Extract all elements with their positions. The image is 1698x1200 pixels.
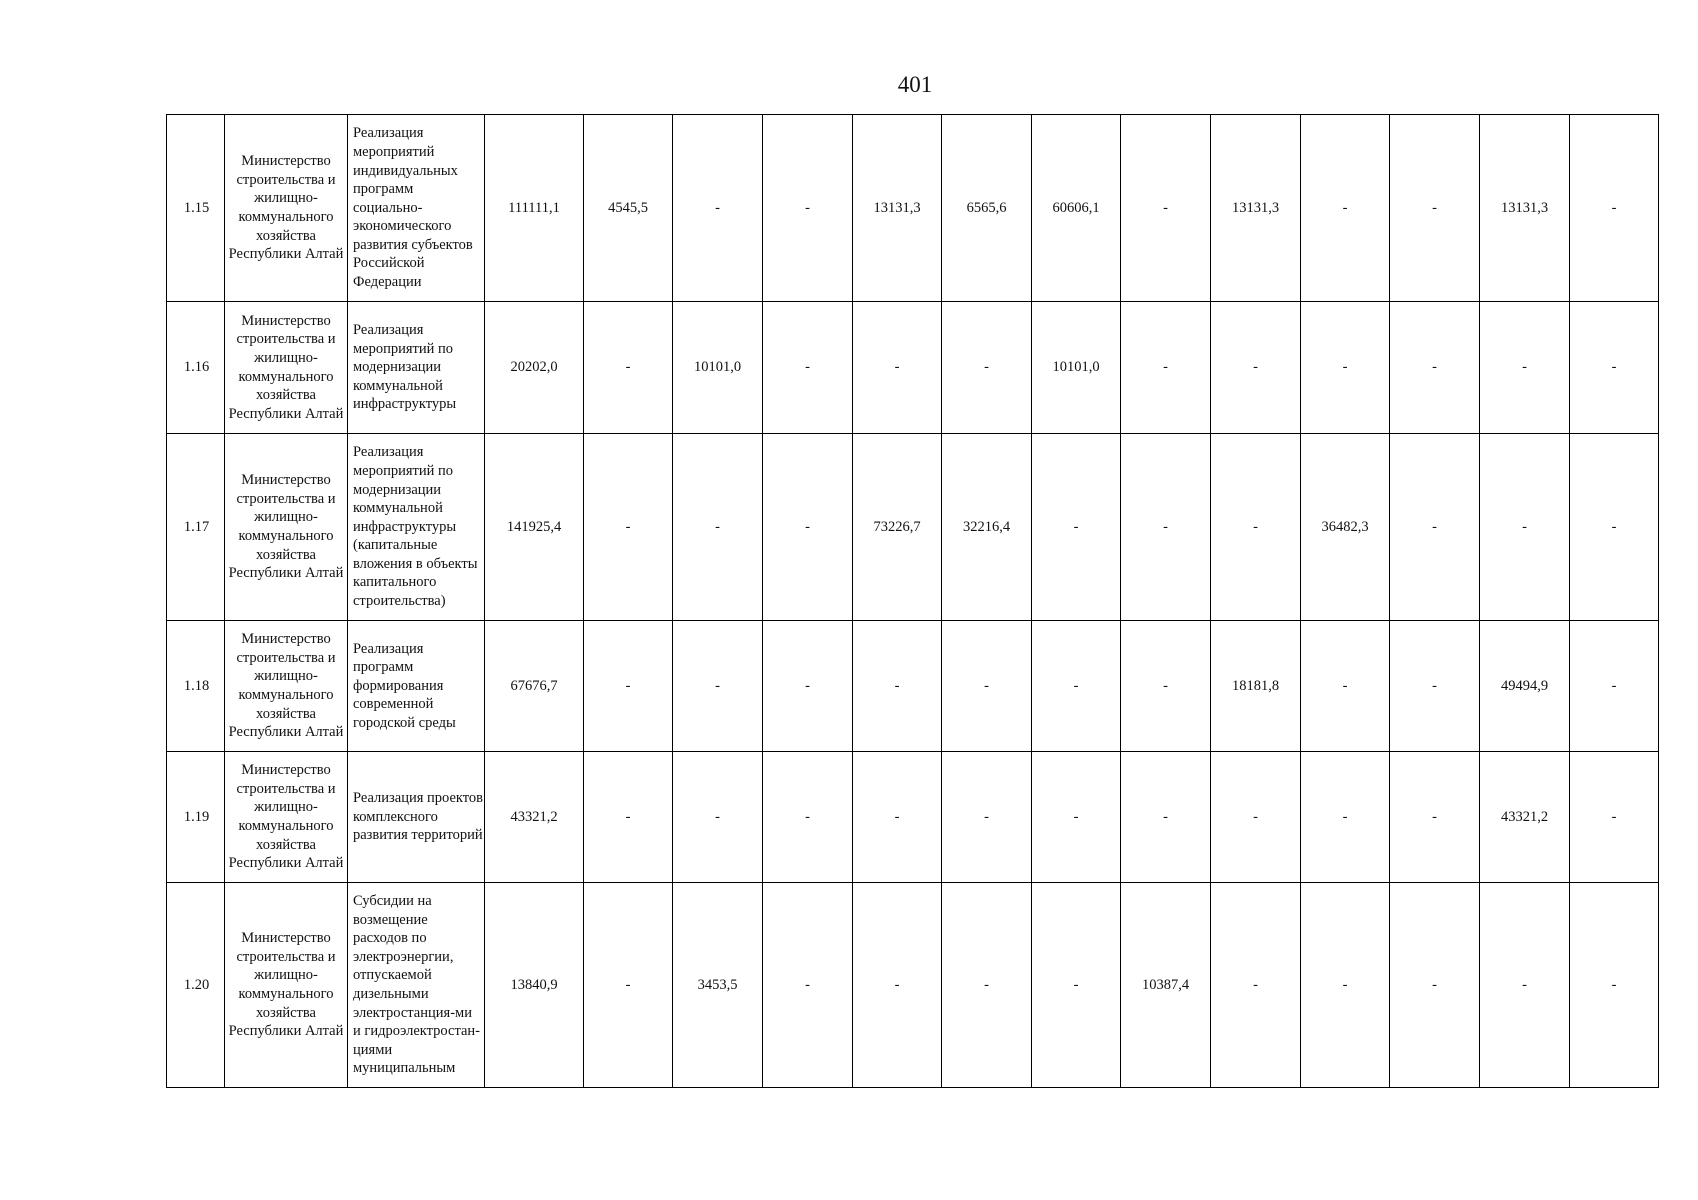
value-cell: - (673, 115, 763, 302)
value-cell: - (1390, 115, 1480, 302)
value-cell: 4545,5 (584, 115, 673, 302)
value-cell: - (942, 302, 1032, 434)
value-cell: - (1480, 883, 1570, 1088)
table-row (167, 302, 1659, 434)
value-cell: - (1390, 883, 1480, 1088)
organization-cell: Министерство строительства и жилищно-коммунального хозяйства Республики Алтай (225, 752, 348, 883)
value-cell: - (763, 115, 853, 302)
value-cell: 43321,2 (485, 752, 584, 883)
value-cell: - (1480, 434, 1570, 621)
table-row (167, 434, 1659, 621)
value-cell: 13131,3 (853, 115, 942, 302)
value-cell: - (1211, 883, 1301, 1088)
value-cell: - (1211, 752, 1301, 883)
value-cell: 10101,0 (673, 302, 763, 434)
value-cell: - (1390, 621, 1480, 752)
value-cell: - (1390, 434, 1480, 621)
organization-cell: Министерство строительства и жилищно-коммунального хозяйства Республики Алтай (225, 883, 348, 1088)
value-cell: - (1032, 621, 1121, 752)
value-cell: - (1121, 115, 1211, 302)
value-cell: 18181,8 (1211, 621, 1301, 752)
value-cell: 111111,1 (485, 115, 584, 302)
description-cell: Реализация мероприятий по модернизации коммунальной инфраструктуры (капитальные вложения в объекты капитального строительства) (348, 434, 485, 621)
value-cell: 10387,4 (1121, 883, 1211, 1088)
value-cell: - (1032, 883, 1121, 1088)
value-cell: - (763, 434, 853, 621)
table-row (167, 752, 1659, 883)
value-cell: - (1301, 302, 1390, 434)
value-cell: 60606,1 (1032, 115, 1121, 302)
value-cell: 36482,3 (1301, 434, 1390, 621)
value-cell: - (673, 752, 763, 883)
value-cell: - (1570, 302, 1659, 434)
value-cell: - (763, 302, 853, 434)
organization-cell: Министерство строительства и жилищно-коммунального хозяйства Республики Алтай (225, 434, 348, 621)
value-cell: - (1390, 302, 1480, 434)
value-cell: - (1211, 302, 1301, 434)
value-cell: 13840,9 (485, 883, 584, 1088)
row-number: 1.20 (167, 883, 225, 1088)
value-cell: - (1390, 752, 1480, 883)
value-cell: - (584, 752, 673, 883)
organization-cell: Министерство строительства и жилищно-коммунального хозяйства Республики Алтай (225, 302, 348, 434)
value-cell: - (584, 883, 673, 1088)
value-cell: 49494,9 (1480, 621, 1570, 752)
organization-cell: Министерство строительства и жилищно-коммунального хозяйства Республики Алтай (225, 621, 348, 752)
value-cell: - (1570, 434, 1659, 621)
value-cell: - (584, 302, 673, 434)
value-cell: - (1480, 302, 1570, 434)
row-number: 1.16 (167, 302, 225, 434)
value-cell: 13131,3 (1211, 115, 1301, 302)
value-cell: 32216,4 (942, 434, 1032, 621)
value-cell: - (942, 883, 1032, 1088)
value-cell: - (1570, 115, 1659, 302)
description-cell: Реализация мероприятий индивидуальных программ социально-экономического развития субъектов Российской Федерации (348, 115, 485, 302)
organization-cell: Министерство строительства и жилищно-коммунального хозяйства Республики Алтай (225, 115, 348, 302)
value-cell: 67676,7 (485, 621, 584, 752)
value-cell: - (942, 621, 1032, 752)
value-cell: 10101,0 (1032, 302, 1121, 434)
value-cell: - (1032, 752, 1121, 883)
value-cell: - (853, 302, 942, 434)
value-cell: - (942, 752, 1032, 883)
value-cell: - (1570, 752, 1659, 883)
row-number: 1.19 (167, 752, 225, 883)
table-row (167, 621, 1659, 752)
table-row (167, 115, 1659, 302)
value-cell: - (1570, 621, 1659, 752)
table-row (167, 883, 1659, 1088)
value-cell: - (853, 883, 942, 1088)
value-cell: - (584, 434, 673, 621)
value-cell: - (584, 621, 673, 752)
value-cell: - (1301, 752, 1390, 883)
value-cell: - (763, 752, 853, 883)
page-number: 401 (897, 72, 933, 97)
row-number: 1.15 (167, 115, 225, 302)
value-cell: - (1032, 434, 1121, 621)
value-cell: 43321,2 (1480, 752, 1570, 883)
row-number: 1.18 (167, 621, 225, 752)
value-cell: 73226,7 (853, 434, 942, 621)
row-number: 1.17 (167, 434, 225, 621)
description-cell: Реализация программ формирования современной городской среды (348, 621, 485, 752)
value-cell: - (1121, 752, 1211, 883)
value-cell: - (673, 434, 763, 621)
description-cell: Реализация мероприятий по модернизации коммунальной инфраструктуры (348, 302, 485, 434)
value-cell: - (1301, 883, 1390, 1088)
value-cell: - (1301, 115, 1390, 302)
value-cell: 3453,5 (673, 883, 763, 1088)
value-cell: - (1211, 434, 1301, 621)
value-cell: 141925,4 (485, 434, 584, 621)
value-cell: - (1121, 302, 1211, 434)
description-cell: Субсидии на возмещение расходов по электроэнергии, отпускаемой дизельными электростанция-ми и гидроэлектростан-циями муниципальным (348, 883, 485, 1088)
value-cell: - (763, 883, 853, 1088)
description-cell: Реализация проектов комплексного развития территорий (348, 752, 485, 883)
value-cell: - (853, 752, 942, 883)
value-cell: - (1570, 883, 1659, 1088)
value-cell: - (1121, 434, 1211, 621)
value-cell: - (1121, 621, 1211, 752)
value-cell: 20202,0 (485, 302, 584, 434)
value-cell: - (853, 621, 942, 752)
budget-table (166, 114, 1659, 1088)
value-cell: - (673, 621, 763, 752)
value-cell: 13131,3 (1480, 115, 1570, 302)
value-cell: 6565,6 (942, 115, 1032, 302)
value-cell: - (1301, 621, 1390, 752)
value-cell: - (763, 621, 853, 752)
